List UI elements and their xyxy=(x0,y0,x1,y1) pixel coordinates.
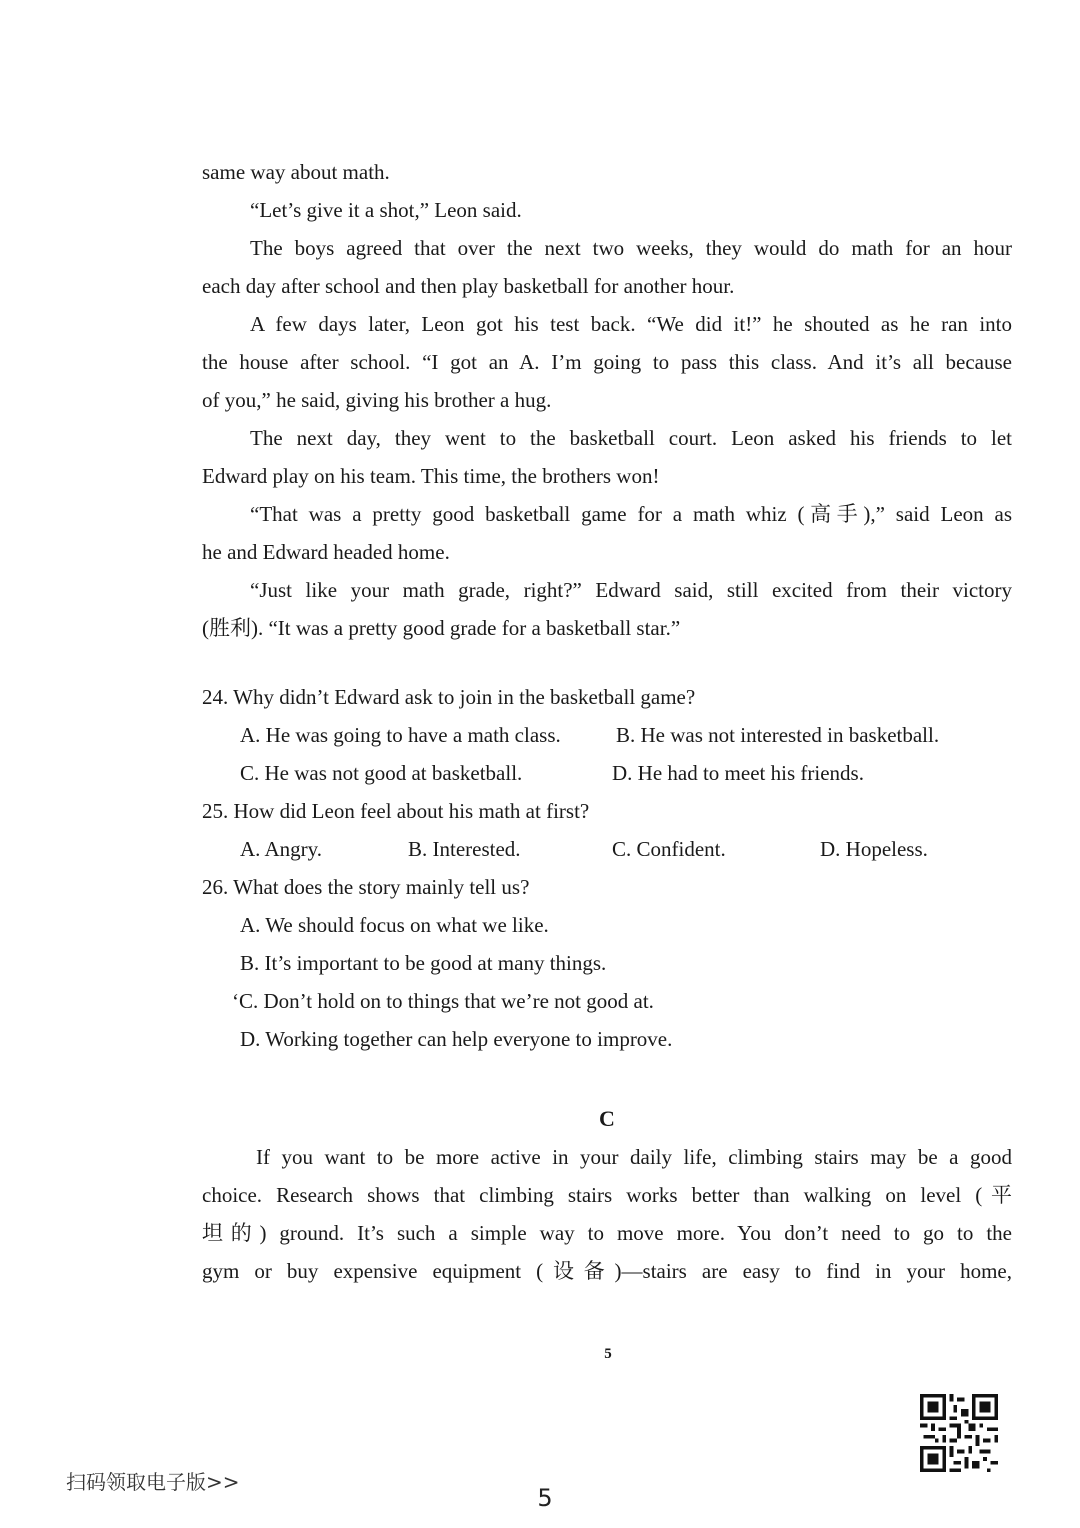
option-c: ‘C. Don’t hold on to things that we’re not good at. xyxy=(232,989,654,1013)
passage-c xyxy=(202,1100,1012,1290)
option-d: D. He had to meet his friends. xyxy=(612,761,864,785)
option-c: C. Confident. xyxy=(612,837,726,861)
option-d: D. Working together can help everyone to improve. xyxy=(240,1027,673,1051)
passage-line: “Let’s give it a shot,” Leon said. xyxy=(250,198,522,222)
question-25-options-row xyxy=(202,830,1012,868)
option-a: A. We should focus on what we like. xyxy=(240,913,549,937)
option-c: C. He was not good at basketball. xyxy=(240,761,523,785)
passage-line: of you,” he said, giving his brother a hug. xyxy=(202,388,552,412)
passage-line: he and Edward headed home. xyxy=(202,540,450,564)
option-d: D. Hopeless. xyxy=(820,837,928,861)
option-b: B. Interested. xyxy=(408,837,521,861)
passage-line: same way about math. xyxy=(202,160,390,184)
passage-line: The boys agreed that over the next two weeks, they would do math for an hour xyxy=(250,236,1012,260)
passage-line: 坦的) ground. It’s such a simple way to move more. You don’t need to go to the xyxy=(202,1221,1012,1245)
question-24-options-row xyxy=(202,754,1012,792)
passage-line: “That was a pretty good basketball game for a math whiz (高手),” said Leon as xyxy=(250,502,1012,526)
printed-page-number: 5 xyxy=(604,1346,612,1362)
passage-line: gym or buy expensive equipment (设备)—stairs are easy to find in your home, xyxy=(202,1259,1012,1283)
passage-line: the house after school. “I got an A. I’m going to pass this class. And it’s all because xyxy=(202,350,1012,374)
question-25-stem: 25. How did Leon feel about his math at first? xyxy=(202,799,590,823)
passage-line: “Just like your math grade, right?” Edward said, still excited from their victory xyxy=(250,578,1012,602)
scan-for-ebook-text[interactable]: 扫码领取电子版>> xyxy=(66,1470,240,1494)
question-block xyxy=(202,678,1012,1058)
option-a: A. Angry. xyxy=(240,837,323,861)
passage-line: The next day, they went to the basketball court. Leon asked his friends to let xyxy=(250,426,1012,450)
passage-line: each day after school and then play basketball for another hour. xyxy=(202,274,735,298)
passage-line: (胜利). “It was a pretty good grade for a basketball star.” xyxy=(202,616,681,640)
passage-line: A few days later, Leon got his test back. “We did it!” he shouted as he ran into xyxy=(250,312,1012,336)
question-24-options-row xyxy=(202,716,1012,754)
section-heading: C xyxy=(599,1106,615,1131)
option-a: A. He was going to have a math class. xyxy=(240,723,561,747)
passage-line: choice. Research shows that climbing stairs works better than walking on level (平 xyxy=(202,1183,1012,1207)
option-b: B. He was not interested in basketball. xyxy=(616,723,940,747)
footer-page-number: 5 xyxy=(537,1484,553,1512)
qr-code-icon[interactable] xyxy=(918,1394,1000,1472)
question-26-stem: 26. What does the story mainly tell us? xyxy=(202,875,530,899)
passage-line: Edward play on his team. This time, the brothers won! xyxy=(202,464,660,488)
passage-line: If you want to be more active in your daily life, climbing stairs may be a good xyxy=(256,1145,1012,1169)
option-b: B. It’s important to be good at many things. xyxy=(240,951,607,975)
passage-b-ending xyxy=(202,153,1012,647)
question-24-stem: 24. Why didn’t Edward ask to join in the basketball game? xyxy=(202,685,696,709)
